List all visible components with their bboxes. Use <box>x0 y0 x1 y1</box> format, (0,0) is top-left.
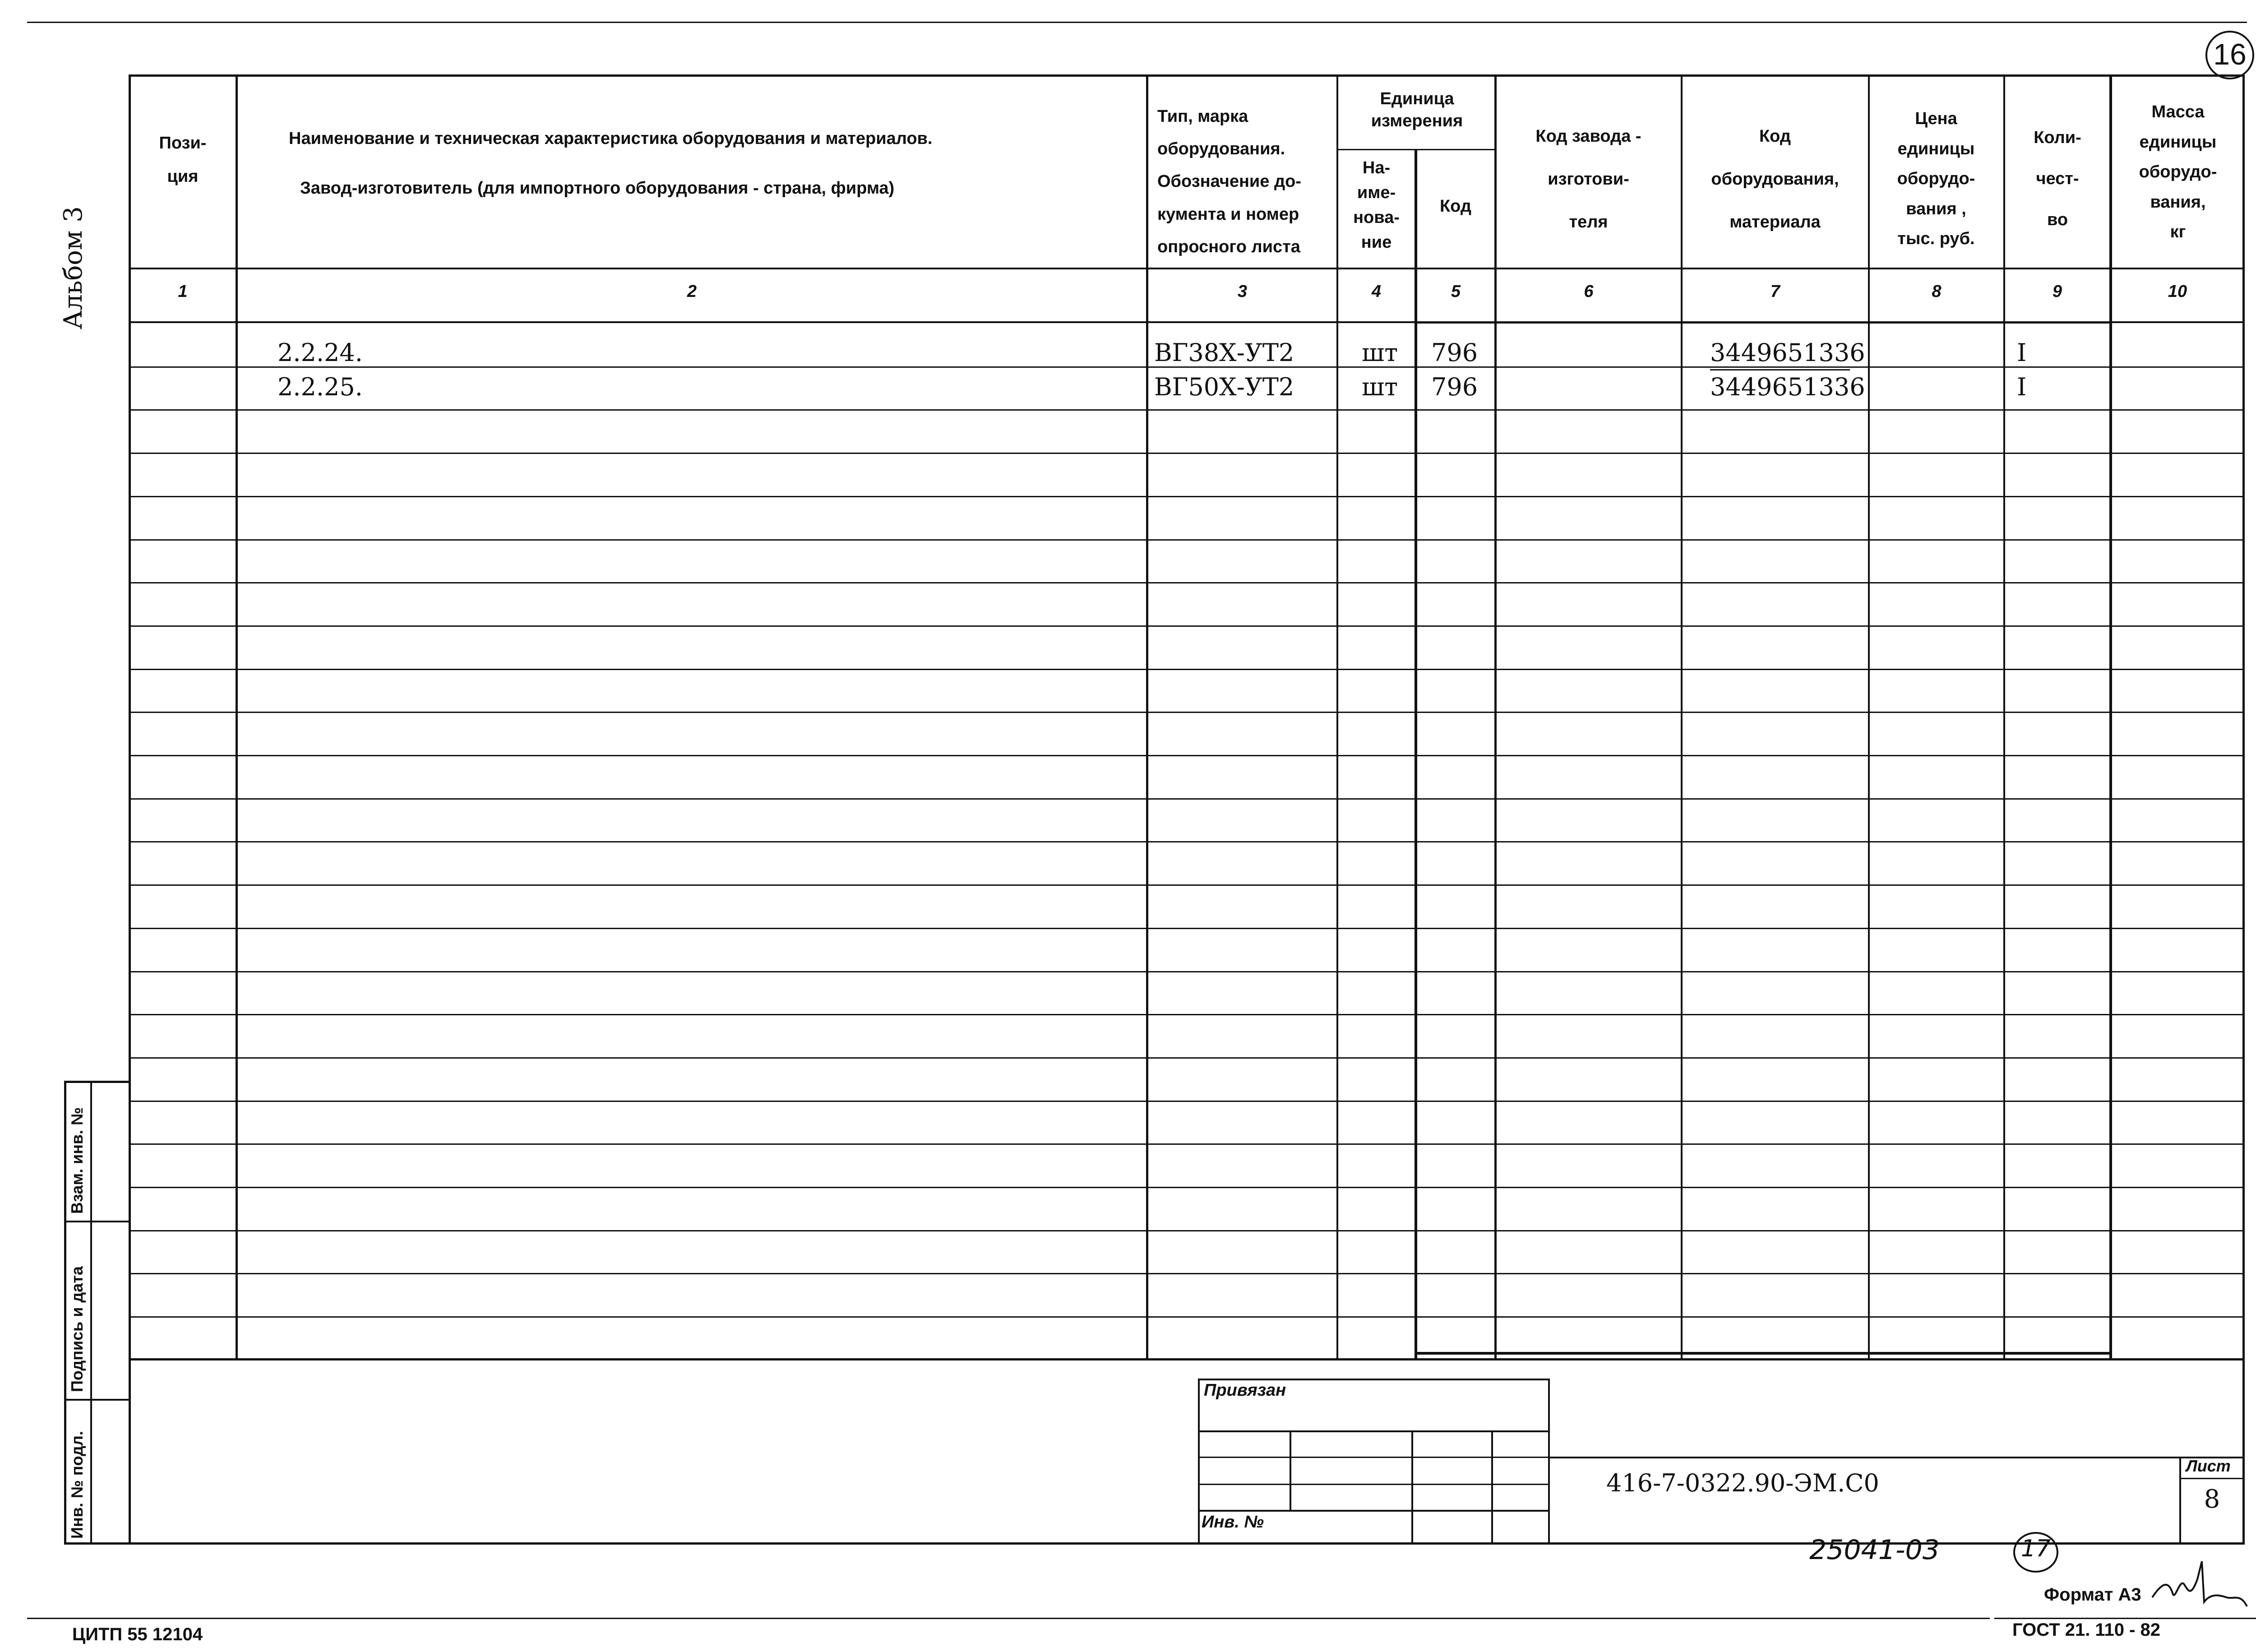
col-number-6: 6 <box>1584 282 1594 301</box>
sheet-label: Лист <box>2186 1457 2231 1475</box>
col-number-3: 3 <box>1237 282 1248 301</box>
album-label: Альбом 3 <box>59 206 88 329</box>
header-price: Цена единицы оборудо- вания , тыс. руб. <box>1897 109 1975 248</box>
header-unit-code: Код <box>1439 197 1472 216</box>
signature-mark <box>2148 1552 2251 1615</box>
row-name: 2.2.25. <box>277 373 363 401</box>
row-type: ВГ50Х-УТ2 <box>1154 373 1294 401</box>
archive-number: 25041-03 <box>1809 1534 1940 1566</box>
col-number-9: 9 <box>2052 282 2062 301</box>
header-unit-group: Единица измерения <box>1371 89 1463 131</box>
row-quantity: I <box>2017 373 2027 401</box>
col-number-1: 1 <box>178 282 188 301</box>
col-number-4: 4 <box>1371 282 1382 301</box>
col-number-7: 7 <box>1770 282 1780 301</box>
header-position: Пози- ция <box>159 134 207 186</box>
row-type: ВГ38Х-УТ2 <box>1154 338 1294 367</box>
header-mass: Масса единицы оборудо- вания, кг <box>2139 102 2217 241</box>
gost-label: ГОСТ 21. 110 - 82 <box>2012 1620 2160 1640</box>
row-equipment-code: 3449651336 <box>1710 338 1865 367</box>
side-sign-date: Подпись и дата <box>68 1266 86 1392</box>
header-factory-code: Код завода - изготови- теля <box>1535 127 1641 231</box>
citp-label: ЦИТП 55 12104 <box>72 1624 203 1644</box>
row-unit-code: 796 <box>1431 373 1478 401</box>
page-number: 16 <box>2213 37 2247 71</box>
row-unit: шт <box>1362 373 1398 401</box>
header-unit-name: На- име- нова- ние <box>1353 158 1400 252</box>
col-number-10: 10 <box>2168 282 2187 301</box>
format-label: Формат А3 <box>2044 1585 2141 1605</box>
row-name: 2.2.24. <box>277 338 363 367</box>
row-equipment-code: 3449651336 <box>1710 373 1865 401</box>
header-equipment-code: Код оборудования, материала <box>1711 127 1839 231</box>
circled-number: 17 <box>2020 1535 2051 1562</box>
col-number-2: 2 <box>687 282 697 301</box>
row-unit-code: 796 <box>1431 338 1478 367</box>
header-quantity: Коли- чест- во <box>2034 128 2081 230</box>
header-name-line1: Наименование и техническая характеристика оборудования и материалов. <box>289 129 933 148</box>
side-inv-orig: Инв. № подл. <box>68 1431 86 1539</box>
row-unit: шт <box>1362 338 1398 367</box>
col-number-8: 8 <box>1932 282 1942 301</box>
header-type: Тип, марка оборудования. Обозначение до- кумента и номер опросного листа <box>1157 107 1301 256</box>
attached-label: Привязан <box>1204 1381 1286 1400</box>
header-name-line2: Завод-изготовитель (для импортного оборудования - страна, фирма) <box>300 179 895 198</box>
col-number-5: 5 <box>1451 282 1461 301</box>
document-code: 416-7-0322.90-ЭМ.С0 <box>1606 1469 1879 1497</box>
sheet-number: 8 <box>2204 1485 2220 1514</box>
side-inv-replace: Взам. инв. № <box>68 1107 86 1214</box>
row-quantity: I <box>2017 338 2027 367</box>
inv-no-label: Инв. № <box>1202 1513 1264 1532</box>
